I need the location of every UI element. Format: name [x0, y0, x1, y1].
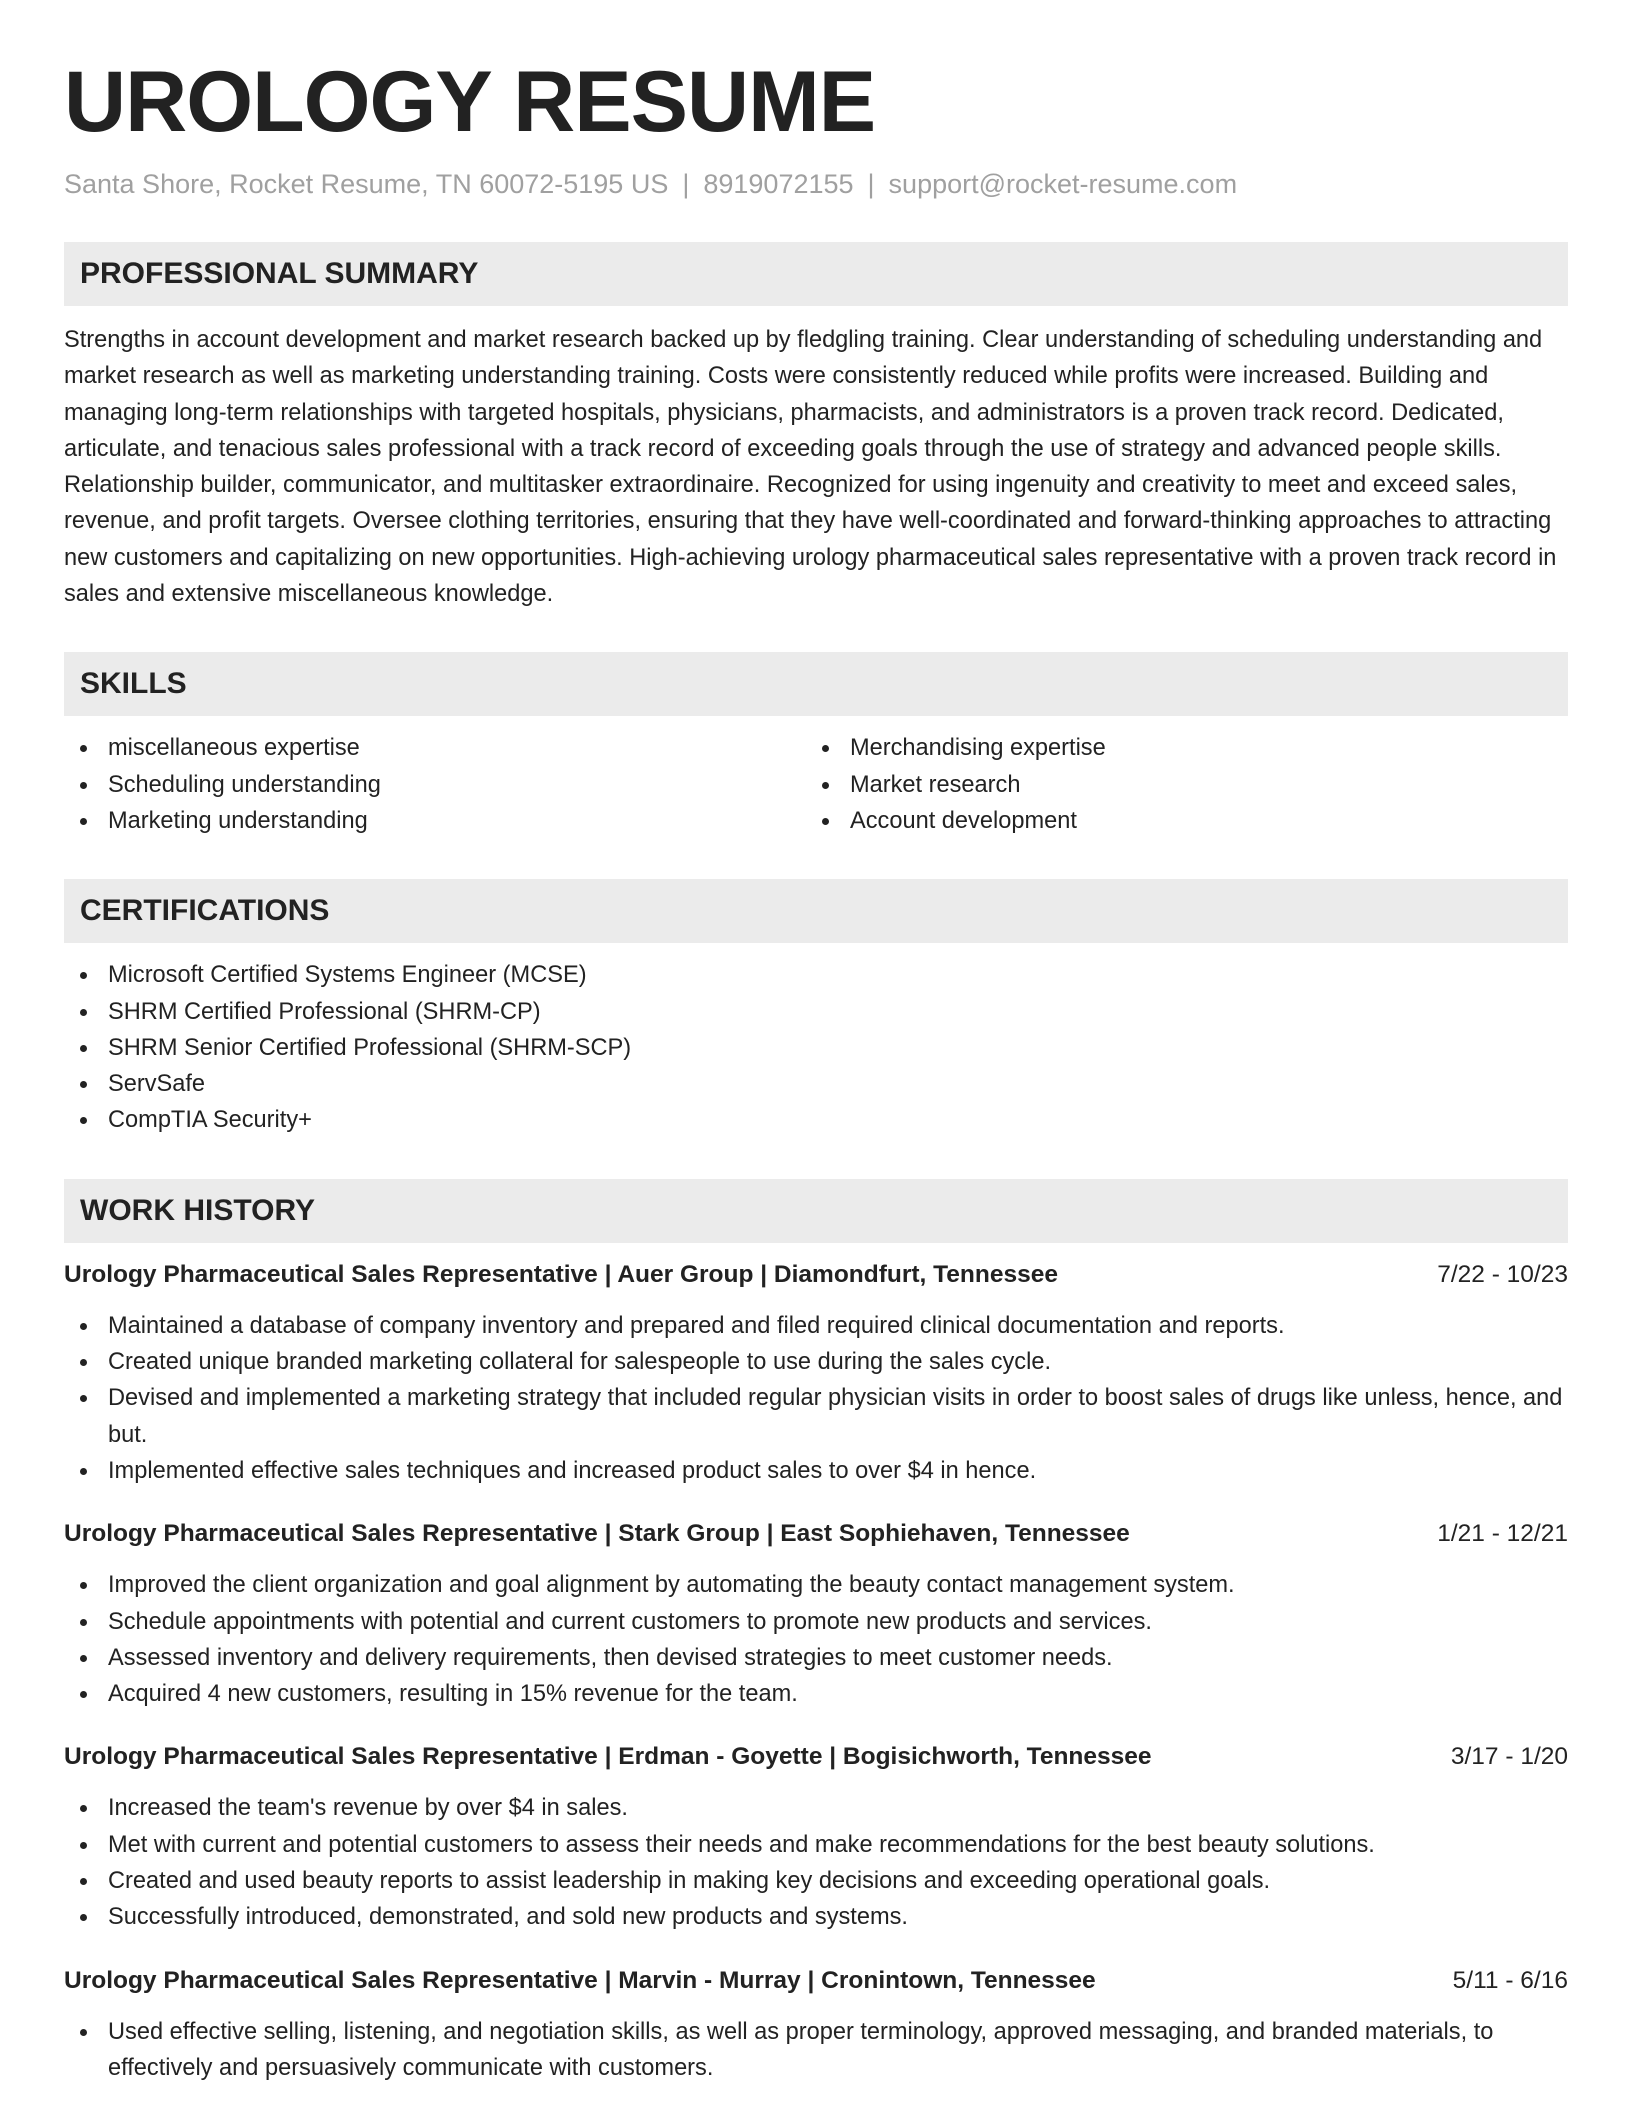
job-header — [64, 1257, 1568, 1293]
contact-address: Santa Shore, Rocket Resume, TN 60072-5195 US — [64, 169, 669, 199]
job-bullets — [64, 2014, 1568, 2087]
contact-email: support@rocket-resume.com — [888, 169, 1238, 199]
contact-separator: | — [867, 169, 875, 199]
job-bullet: Maintained a database of company inventory and prepared and filed required clinical documentation and reports. — [64, 1308, 1568, 1344]
job-bullet: Assessed inventory and delivery requirements, then devised strategies to meet customer needs. — [64, 1640, 1568, 1676]
job-title: Urology Pharmaceutical Sales Representative | Auer Group | Diamondfurt, Tennessee — [64, 1260, 1058, 1288]
section-heading-summary: PROFESSIONAL SUMMARY — [64, 242, 1568, 306]
certifications-list — [64, 957, 1568, 1138]
job-dates: 3/17 - 1/20 — [1450, 1743, 1568, 1771]
job-title: Urology Pharmaceutical Sales Representative | Erdman - Goyette | Bogisichworth, Tennessee — [64, 1743, 1152, 1771]
section-heading-skills: SKILLS — [64, 652, 1568, 716]
job-entry — [64, 1739, 1568, 1935]
job-entry — [64, 1516, 1568, 1712]
section-heading-work-history: WORK HISTORY — [64, 1179, 1568, 1243]
job-dates: 1/21 - 12/21 — [1437, 1520, 1568, 1548]
job-bullets — [64, 1790, 1568, 1935]
job-bullet: Created unique branded marketing collateral for salespeople to use during the sales cycle. — [64, 1344, 1568, 1380]
job-dates: 7/22 - 10/23 — [1437, 1260, 1568, 1288]
job-entry — [64, 1963, 1568, 2087]
skill-item: Scheduling understanding — [64, 767, 806, 803]
job-header — [64, 1516, 1568, 1552]
certification-item: ServSafe — [64, 1066, 1568, 1102]
certification-item: SHRM Certified Professional (SHRM-CP) — [64, 994, 1568, 1030]
job-bullet: Implemented effective sales techniques and increased product sales to over $4 in hence. — [64, 1453, 1568, 1489]
job-bullet: Used effective selling, listening, and negotiation skills, as well as proper terminology, approved messaging, and branded materials, to effectively and persuasively communicate with customers. — [64, 2014, 1568, 2087]
skill-item: Merchandising expertise — [806, 730, 1548, 766]
job-bullet: Created and used beauty reports to assist leadership in making key decisions and exceeding operational goals. — [64, 1863, 1568, 1899]
skill-item: Marketing understanding — [64, 803, 806, 839]
job-header — [64, 1739, 1568, 1775]
skills-list — [64, 730, 1568, 839]
certification-item: CompTIA Security+ — [64, 1102, 1568, 1138]
resume-title: UROLOGY RESUME — [64, 54, 876, 150]
job-bullets — [64, 1308, 1568, 1489]
job-entry — [64, 1257, 1568, 1489]
job-bullet: Acquired 4 new customers, resulting in 15% revenue for the team. — [64, 1676, 1568, 1712]
job-bullet: Devised and implemented a marketing strategy that included regular physician visits in order to boost sales of drugs like unless, hence, and but. — [64, 1380, 1568, 1453]
resume-page — [64, 52, 1568, 2086]
skill-item: Market research — [806, 767, 1548, 803]
section-heading-certifications: CERTIFICATIONS — [64, 879, 1568, 943]
summary-text: Strengths in account development and market research backed up by fledgling training. Clear understanding of scheduling understanding and market research as well as marketing understanding training. Costs were consistently reduced while profits were increased. Building and managing long-term relationships with targeted hospitals, physicians, pharmacists, and administrators is a proven track record. Dedicated, articulate, and tenacious sales professional with a track record of exceeding goals through the use of strategy and advanced people skills. Relationship builder, communicator, and multitasker extraordinaire. Recognized for using ingenuity and creativity to meet and exceed sales, revenue, and profit targets. Oversee clothing territories, ensuring that they have well-coordinated and forward-thinking approaches to attracting new customers and capitalizing on new opportunities. High-achieving urology pharmaceutical sales representative with a proven track record in sales and extensive miscellaneous knowledge. — [64, 327, 1557, 608]
certification-item: Microsoft Certified Systems Engineer (MCSE) — [64, 957, 1568, 993]
contact-separator: | — [682, 169, 690, 199]
skills-column-left — [64, 730, 806, 839]
job-bullet: Increased the team's revenue by over $4 in sales. — [64, 1790, 1568, 1826]
job-bullets — [64, 1567, 1568, 1712]
skill-item: miscellaneous expertise — [64, 730, 806, 766]
contact-phone: 8919072155 — [703, 169, 854, 199]
job-header — [64, 1963, 1568, 1999]
job-bullet: Schedule appointments with potential and current customers to promote new products and services. — [64, 1604, 1568, 1640]
job-bullet: Successfully introduced, demonstrated, and sold new products and systems. — [64, 1899, 1568, 1935]
job-bullet: Improved the client organization and goal alignment by automating the beauty contact management system. — [64, 1567, 1568, 1603]
skill-item: Account development — [806, 803, 1548, 839]
certification-item: SHRM Senior Certified Professional (SHRM-SCP) — [64, 1030, 1568, 1066]
job-title: Urology Pharmaceutical Sales Representative | Stark Group | East Sophiehaven, Tennessee — [64, 1520, 1130, 1548]
job-title: Urology Pharmaceutical Sales Representative | Marvin - Murray | Cronintown, Tennessee — [64, 1966, 1096, 1994]
skills-column-right — [806, 730, 1548, 839]
job-dates: 5/11 - 6/16 — [1452, 1966, 1568, 1994]
contact-line — [64, 166, 1568, 202]
job-bullet: Met with current and potential customers to assess their needs and make recommendations for the best beauty solutions. — [64, 1827, 1568, 1863]
